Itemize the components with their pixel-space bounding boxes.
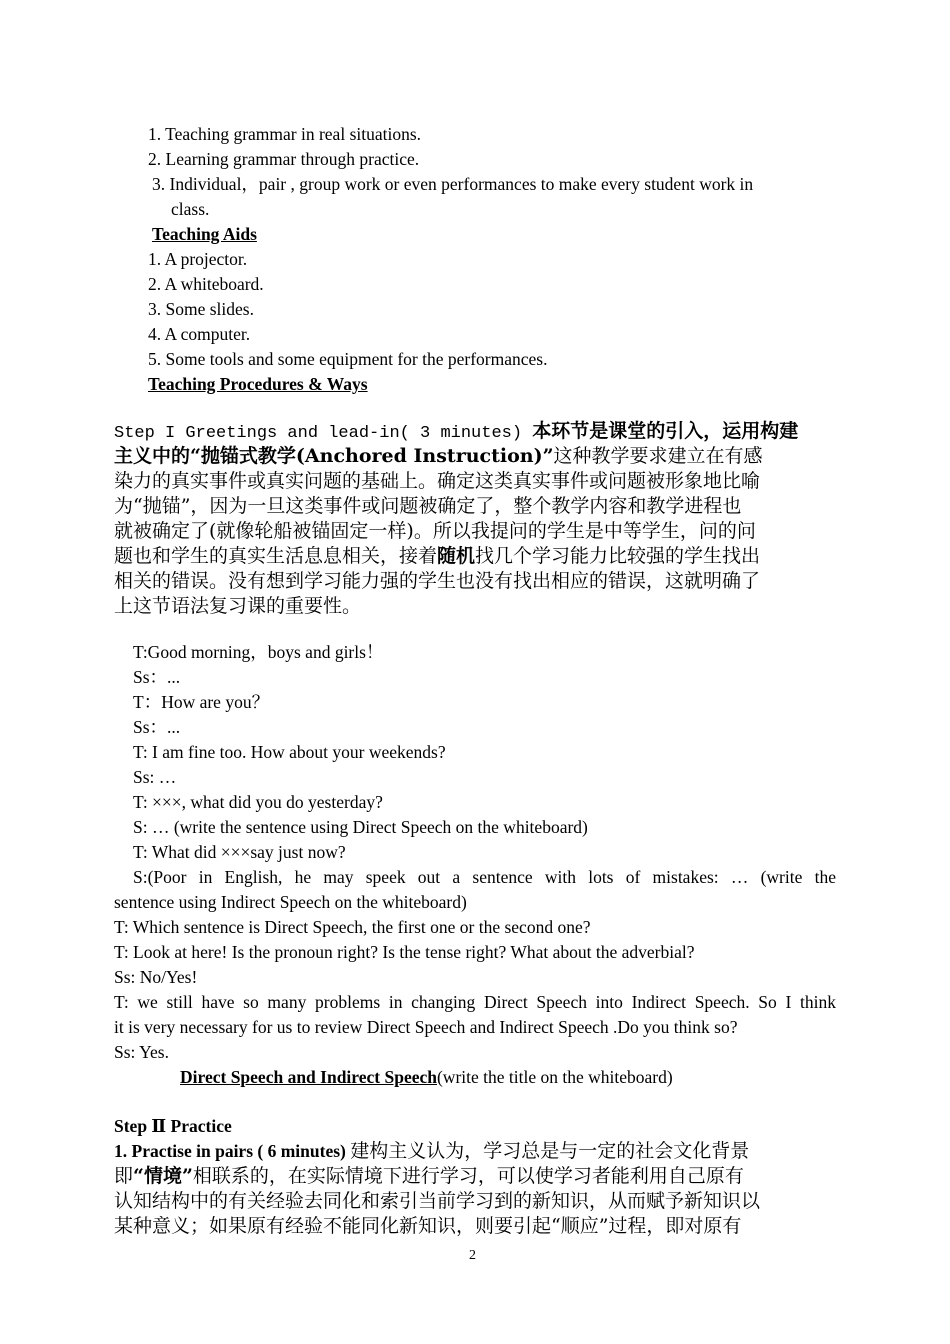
aid-item: 3. Some slides. [148,299,254,319]
board-title-line [180,1065,673,1090]
dialogue-line: Ss：... [133,717,181,737]
practise-pairs-label: 1. Practise in pairs ( 6 minutes) [114,1141,351,1161]
dialogue-line: T: Look at here! Is the pronoun right? Is the tense right? What about the adverbial? [114,942,695,962]
step1-line: 上这节语法复习课的重要性。 [114,595,362,617]
objective-item-continuation: class. [171,199,210,219]
objective-item: 3. Individual，pair , group work or even performances to make every student work in [152,174,754,194]
dialogue-line: sentence using Indirect Speech on the whiteboard) [114,892,467,912]
step2-line [114,1164,744,1189]
step1-line: 相关的错误。没有想到学习能力强的学生也没有找出相应的错误，这就明确了 [114,570,761,592]
step2-line: 认知结构中的有关经验去同化和索引当前学习到的新知识，从而赋予新知识以 [114,1190,761,1212]
board-title: Direct Speech and Indirect Speech [180,1067,437,1087]
page-number: 2 [469,1248,476,1263]
step2-heading: Step Ⅱ Practice [114,1116,232,1136]
step1-line [114,544,760,569]
dialogue-line: T:Good morning，boys and girls！ [133,642,384,662]
step1-line [114,444,763,469]
step2-text: 相联系的，在实际情境下进行学习，可以使学习者能利用自己原有 [192,1165,744,1187]
step1-line: 就被确定了(就像轮船被锚固定一样)。所以我提问的学生是中等学生，问的问 [114,520,756,542]
aid-item: 1. A projector. [148,249,248,269]
anchored-instruction-term: 主义中的“抛锚式教学(Anchored Instruction)” [114,445,554,467]
step1-label: Step I Greetings and lead-in( 3 minutes) [114,424,533,443]
dialogue-line: T: What did ×××say just now? [133,842,346,862]
board-note: (write the title on the whiteboard) [436,1067,673,1087]
step1-line: 为“抛锚”，因为一旦这类事件或问题被确定了，整个教学内容和教学进程也 [114,495,742,517]
dialogue-line: T: I am fine too. How about your weekends? [133,742,446,762]
dialogue-line: T: ×××, what did you do yesterday? [133,792,383,812]
dialogue-line: S:(Poor in English, he may speek out a sentence with lots of mistakes: … (write the [133,867,836,887]
dialogue-line: T: Which sentence is Direct Speech, the first one or the second one? [114,917,591,937]
dialogue-line: Ss: No/Yes! [114,967,198,987]
aid-item: 2. A whiteboard. [148,274,264,294]
dialogue-line: Ss：... [133,667,181,687]
dialogue-line: Ss: Yes. [114,1042,169,1062]
objective-item: 1. Teaching grammar in real situations. [148,124,422,144]
aid-item: 4. A computer. [148,324,251,344]
step2-line [114,1139,749,1164]
dialogue-line: Ss: … [133,767,177,787]
aid-item: 5. Some tools and some equipment for the performances. [148,349,548,369]
step1-line: 染力的真实事件或真实问题的基础上。确定这类真实事件或问题被形象地比喻 [114,470,761,492]
step2-text: 即 [114,1165,134,1187]
teaching-aids-heading: Teaching Aids [152,224,257,244]
step1-text: 找几个学习能力比较强的学生找出 [475,545,761,567]
situation-term: “情境” [133,1165,193,1187]
dialogue-line: S: … (write the sentence using Direct Speech on the whiteboard) [133,817,588,837]
step1-text: 这种教学要求建立在有感 [553,445,763,467]
dialogue-line: T：How are you？ [133,692,270,712]
step1-line [114,419,798,446]
step1-text: 题也和学生的真实生活息息相关，接着 [114,545,438,567]
step2-line: 某种意义；如果原有经验不能同化新知识，则要引起“顺应”过程，即对原有 [114,1215,742,1237]
step1-bold-text: 本环节是课堂的引入，运用构建 [532,420,799,442]
objective-item: 2. Learning grammar through practice. [148,149,420,169]
dialogue-line: it is very necessary for us to review Direct Speech and Indirect Speech .Do you think so? [114,1017,738,1037]
step2-text: 建构主义认为，学习总是与一定的社会文化背景 [350,1140,750,1162]
dialogue-line: T: we still have so many problems in changing Direct Speech into Indirect Speech. So I think [114,992,836,1012]
step1-bold-text: 随机 [437,545,476,567]
procedures-heading: Teaching Procedures & Ways [148,374,368,394]
